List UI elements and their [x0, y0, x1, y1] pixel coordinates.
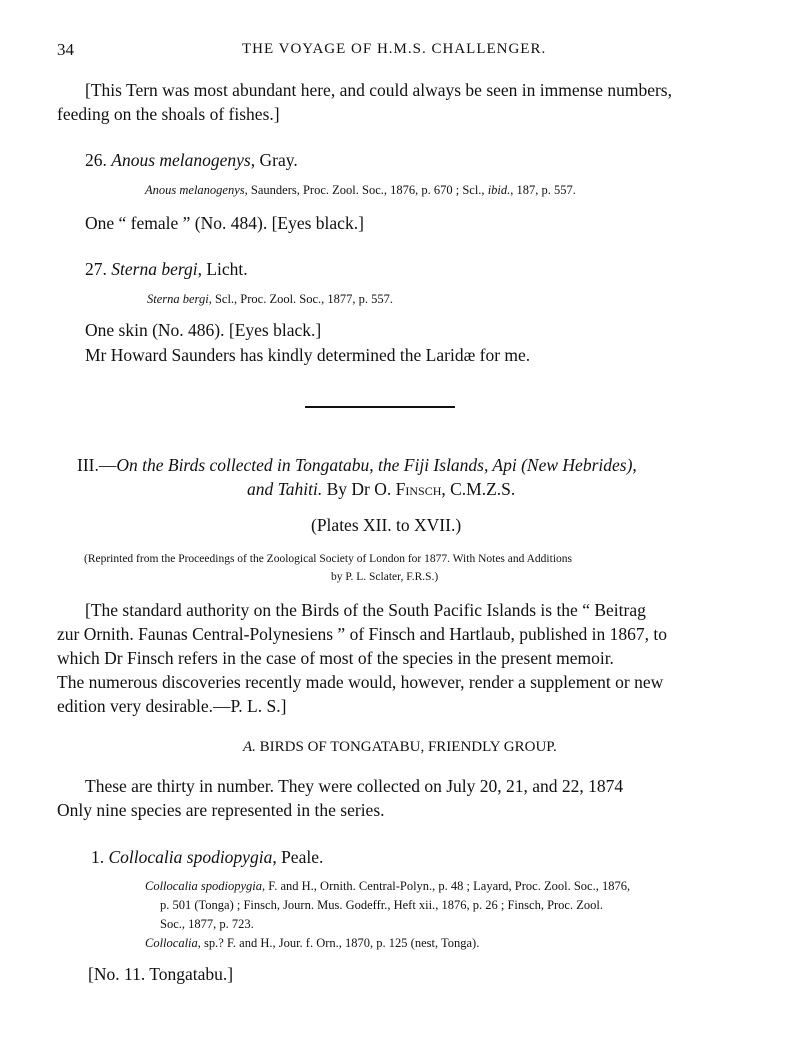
species-27-syn-rest: , Scl., Proc. Zool. Soc., 1877, p. 557.	[208, 292, 394, 306]
species-1-syn-1-line-2: p. 501 (Tonga) ; Finsch, Journ. Mus. Godeffr., Heft xii., 1876, p. 26 ; Finsch, Proc. Zool.	[160, 898, 603, 912]
species-1-syn-1-rest: , F. and H., Ornith. Central-Polyn., p. 48 ; Layard, Proc. Zool. Soc., 1876,	[262, 879, 631, 893]
species-27-heading	[85, 259, 248, 280]
species-1-number: 1.	[91, 847, 105, 867]
species-26-number: 26.	[85, 150, 107, 170]
species-27-note-2: Mr Howard Saunders has kindly determined the Laridæ for me.	[85, 345, 531, 365]
section-title-tahiti: and Tahiti.	[247, 479, 323, 499]
species-27-name: Sterna bergi	[111, 259, 198, 279]
editor-note-line-3: which Dr Finsch refers in the case of most of the species in the present memoir.	[57, 648, 614, 668]
species-27-syn-name: Sterna bergi	[147, 292, 209, 306]
species-26-author: , Gray.	[250, 150, 298, 170]
species-1-syn-1-name: Collocalia spodiopygia	[145, 879, 263, 893]
species-1-name: Collocalia spodiopygia	[108, 847, 273, 867]
species-1-note: [No. 11. Tongatabu.]	[88, 964, 234, 984]
group-a-line-2: Only nine species are represented in the series.	[57, 800, 385, 820]
intro-note-line-2: feeding on the shoals of fishes.]	[57, 104, 280, 124]
running-title: THE VOYAGE OF H.M.S. CHALLENGER.	[242, 41, 547, 57]
section-numeral: III.—	[77, 455, 117, 475]
species-1-syn-1-line-3: Soc., 1877, p. 723.	[160, 917, 254, 931]
species-26-heading	[85, 150, 298, 171]
species-1-syn-2-name: Collocalia	[145, 936, 198, 950]
species-26-note: One “ female ” (No. 484). [Eyes black.]	[85, 213, 364, 233]
species-27-number: 27.	[85, 259, 107, 279]
reprint-note-line-2: by P. L. Sclater, F.R.S.)	[331, 571, 439, 583]
species-1-syn-2-rest: , sp.? F. and H., Jour. f. Orn., 1870, p. 125 (nest, Tonga).	[197, 936, 480, 950]
section-divider	[305, 406, 455, 408]
author-name: Finsch	[395, 479, 442, 499]
section-title-by: By Dr O.	[326, 479, 396, 499]
editor-note-line-1: [The standard authority on the Birds of the South Pacific Islands is the “ Beitrag	[85, 600, 646, 620]
editor-note-line-4: The numerous discoveries recently made would, however, render a supplement or new	[57, 672, 664, 692]
species-1-heading	[91, 847, 323, 868]
species-26-synonymy	[145, 183, 576, 198]
author-suffix: , C.M.Z.S.	[441, 479, 516, 499]
reprint-note-line-1: (Reprinted from the Proceedings of the Zoological Society of London for 1877. With Notes and Additions	[84, 553, 572, 565]
species-27-synonymy	[147, 292, 393, 307]
intro-note-line-1: [This Tern was most abundant here, and could always be seen in immense numbers,	[85, 80, 672, 100]
species-27-note-1: One skin (No. 486). [Eyes black.]	[85, 320, 322, 340]
group-a-letter: A.	[243, 739, 256, 755]
section-title-italic: On the Birds collected in Tongatabu, the Fiji Islands, Api (New Hebrides),	[116, 455, 637, 475]
species-26-syn-ibid: ibid.	[487, 183, 511, 197]
species-26-syn-name: Anous melanogenys	[145, 183, 245, 197]
species-1-syn-2	[145, 936, 479, 951]
species-1-author: , Peale.	[272, 847, 324, 867]
species-26-syn-rest: , Saunders, Proc. Zool. Soc., 1876, p. 670 ; Scl.,	[244, 183, 488, 197]
species-27-author: , Licht.	[197, 259, 248, 279]
group-a-heading	[243, 739, 557, 756]
section-title-line-2	[247, 479, 515, 500]
editor-note-line-5: edition very desirable.—P. L. S.]	[57, 696, 287, 716]
group-a-title: BIRDS OF TONGATABU, FRIENDLY GROUP.	[259, 739, 557, 755]
plates-reference: (Plates XII. to XVII.)	[311, 515, 462, 535]
section-title-line-1	[77, 455, 637, 476]
species-26-name: Anous melanogenys	[111, 150, 251, 170]
species-1-syn-1-line-1	[145, 879, 630, 894]
group-a-line-1: These are thirty in number. They were collected on July 20, 21, and 22, 1874	[85, 776, 624, 796]
page-number: 34	[57, 40, 74, 59]
editor-note-line-2: zur Ornith. Faunas Central-Polynesiens ” of Finsch and Hartlaub, published in 1867, to	[57, 624, 667, 644]
species-26-syn-end: , 187, p. 557.	[510, 183, 576, 197]
